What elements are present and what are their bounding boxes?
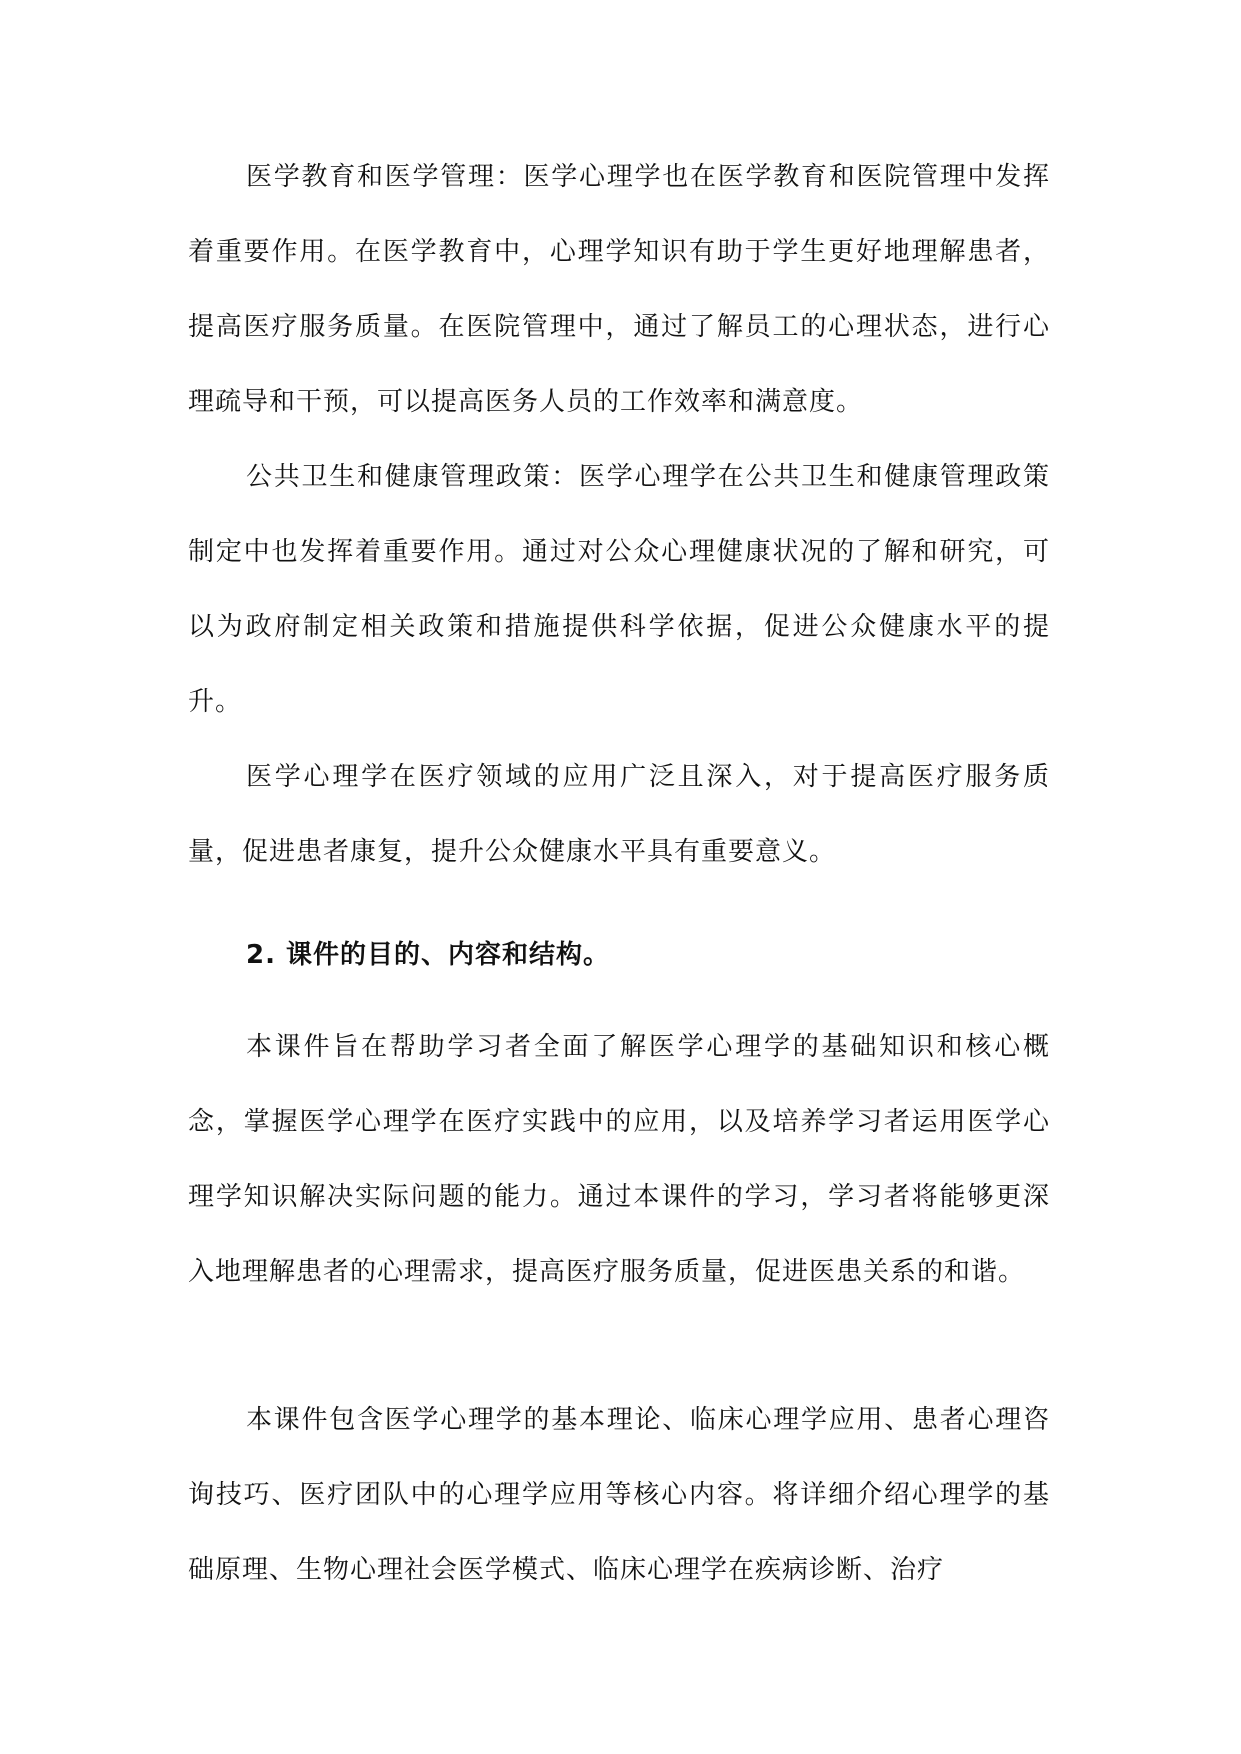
paragraph-courseware-purpose: 本课件旨在帮助学习者全面了解医学心理学的基础知识和核心概念，掌握医学心理学在医疗实践中的应用，以及培养学习者运用医学心理学知识解决实际问题的能力。通过本课件的学习，学习者将能够更深入地理解患者的心理需求，提高医疗服务质量，促进医患关系的和谐。: [188, 1032, 1050, 1287]
section-heading: 2. 课件的目的、内容和结构。: [246, 940, 611, 970]
paragraph-medical-education: 医学教育和医学管理：医学心理学也在医学教育和医院管理中发挥着重要作用。在医学教育中，心理学知识有助于学生更好地理解患者，提高医疗服务质量。在医院管理中，通过了解员工的心理状态，进行心理疏导和干预，可以提高医务人员的工作效率和满意度。: [188, 162, 1050, 417]
paragraph-public-health: 公共卫生和健康管理政策：医学心理学在公共卫生和健康管理政策制定中也发挥着重要作用。通过对公众心理健康状况的了解和研究，可以为政府制定相关政策和措施提供科学依据，促进公众健康水平的提升。: [188, 462, 1050, 717]
paragraph-courseware-content: 本课件包含医学心理学的基本理论、临床心理学应用、患者心理咨询技巧、医疗团队中的心理学应用等核心内容。将详细介绍心理学的基础原理、生物心理社会医学模式、临床心理学在疾病诊断、治疗: [188, 1405, 1050, 1585]
paragraph-summary: 医学心理学在医疗领域的应用广泛且深入，对于提高医疗服务质量，促进患者康复，提升公众健康水平具有重要意义。: [188, 762, 1050, 867]
